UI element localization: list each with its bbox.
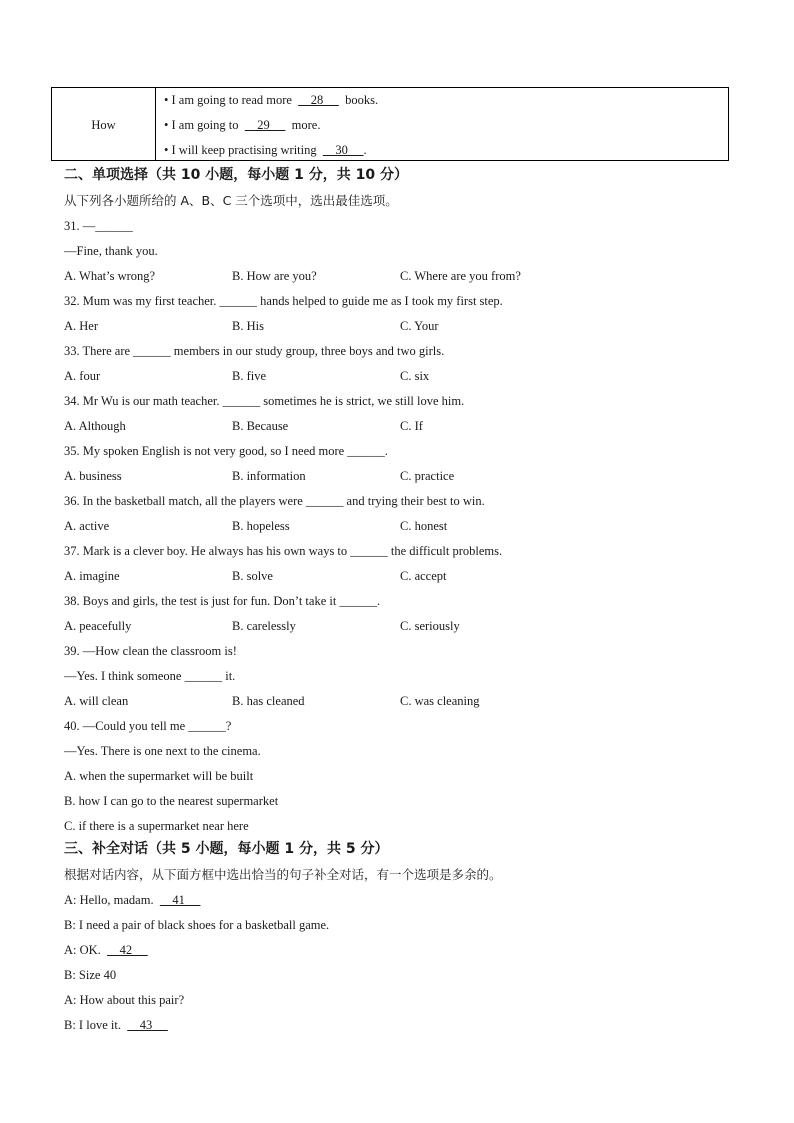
dialogue-line: B: I love it. 43	[64, 1018, 168, 1032]
option-c: C. was cleaning	[400, 694, 480, 708]
question-stem: 37. Mark is a clever boy. He always has his own ways to ______ the difficult problems.	[64, 544, 503, 558]
option-a: A. when the supermarket will be built	[64, 769, 254, 783]
option-b: B. information	[232, 469, 306, 483]
option-a: A. business	[64, 469, 122, 483]
blank-41: 41	[159, 893, 201, 907]
top-table	[51, 87, 729, 161]
option-b: B. His	[232, 319, 264, 333]
table-bullet: • I will keep practising writing 30 .	[164, 143, 367, 157]
option-a: A. Her	[64, 319, 99, 333]
option-c: C. If	[400, 419, 423, 433]
section2-title: 二、单项选择（共 10 小题，每小题 1 分，共 10 分）	[64, 167, 408, 183]
option-a: A. four	[64, 369, 101, 383]
dialogue-line: A: How about this pair?	[64, 993, 185, 1007]
section2-instruction: 从下列各小题所给的 A、B、C 三个选项中，选出最佳选项。	[64, 193, 398, 208]
option-a: A. will clean	[64, 694, 129, 708]
section3-title: 三、补全对话（共 5 小题，每小题 1 分，共 5 分）	[64, 841, 389, 857]
question-stem: 32. Mum was my first teacher. ______ hands helped to guide me as I took my first step.	[64, 294, 503, 308]
option-a: A. active	[64, 519, 110, 533]
dialogue-line: A: OK. 42	[64, 943, 148, 957]
option-b: B. hopeless	[232, 519, 290, 533]
option-a: A. Although	[64, 419, 126, 433]
option-c: C. accept	[400, 569, 447, 583]
blank-43: 43	[127, 1018, 168, 1032]
question-extra: —Fine, thank you.	[64, 244, 158, 258]
question-extra: —Yes. There is one next to the cinema.	[64, 744, 261, 758]
option-b: B. five	[232, 369, 267, 383]
question-stem: 33. There are ______ members in our study group, three boys and two girls.	[64, 344, 445, 358]
question-stem: 36. In the basketball match, all the players were ______ and trying their best to win.	[64, 494, 485, 508]
option-b: B. solve	[232, 569, 273, 583]
table-bullet: • I am going to 29 more.	[164, 118, 321, 132]
option-b: B. Because	[232, 419, 289, 433]
question-stem: 31. —______	[64, 219, 133, 233]
blank-42: 42	[107, 943, 148, 957]
option-a: A. What’s wrong?	[64, 269, 156, 283]
blank-29: 29	[244, 118, 286, 132]
option-b: B. carelessly	[232, 619, 296, 633]
question-stem: 34. Mr Wu is our math teacher. ______ sometimes he is strict, we still love him.	[64, 394, 465, 408]
option-b: B. has cleaned	[232, 694, 305, 708]
question-stem: 39. —How clean the classroom is!	[64, 644, 237, 658]
dialogue-line: A: Hello, madam. 41	[64, 893, 201, 907]
option-c: C. Your	[400, 319, 439, 333]
table-label-cell	[52, 88, 156, 160]
blank-30: 30	[322, 143, 364, 157]
question-stem: 40. —Could you tell me ______?	[64, 719, 232, 733]
option-c: C. six	[400, 369, 430, 383]
option-b: B. how I can go to the nearest supermarket	[64, 794, 279, 808]
section3-instruction: 根据对话内容，从下面方框中选出恰当的句子补全对话，有一个选项是多余的。	[64, 867, 502, 882]
question-stem: 38. Boys and girls, the test is just for fun. Don’t take it ______.	[64, 594, 381, 608]
option-c: C. Where are you from?	[400, 269, 521, 283]
table-bullet: • I am going to read more 28 books.	[164, 93, 379, 107]
option-c: C. honest	[400, 519, 448, 533]
option-b: B. How are you?	[232, 269, 317, 283]
question-stem: 35. My spoken English is not very good, so I need more ______.	[64, 444, 388, 458]
blank-28: 28	[298, 93, 339, 107]
option-c: C. seriously	[400, 619, 460, 633]
dialogue-line: B: Size 40	[64, 968, 117, 982]
option-a: A. imagine	[64, 569, 120, 583]
question-extra: —Yes. I think someone ______ it.	[64, 669, 236, 683]
dialogue-line: B: I need a pair of black shoes for a basketball game.	[64, 918, 330, 932]
option-c: C. if there is a supermarket near here	[64, 819, 249, 833]
option-c: C. practice	[400, 469, 455, 483]
option-a: A. peacefully	[64, 619, 132, 633]
table-label: How	[91, 118, 116, 132]
